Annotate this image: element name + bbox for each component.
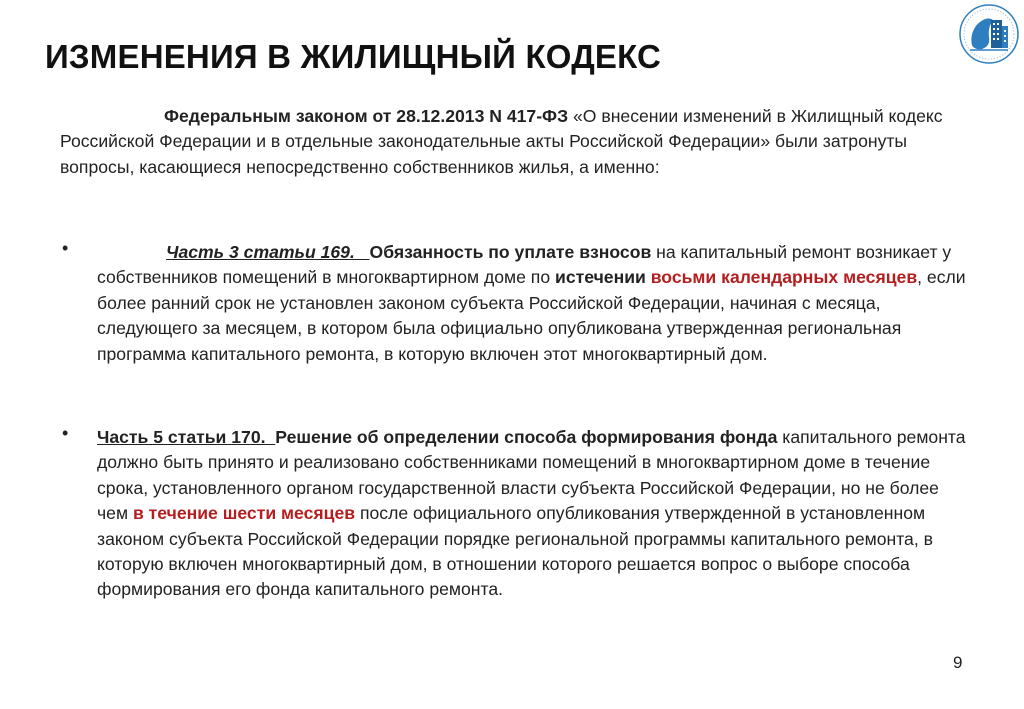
item-highlight: восьми календарных месяцев	[650, 267, 918, 288]
slide-title: ИЗМЕНЕНИЯ В ЖИЛИЩНЫЙ КОДЕКС	[45, 38, 662, 75]
item-lead: Решение об определении способа формирования фонда	[275, 427, 778, 447]
item-lead: Обязанность по уплате взносов	[369, 242, 652, 262]
building-emblem-icon	[958, 3, 1020, 65]
item-highlight: в течение шести месяцев	[132, 503, 356, 524]
item-text: капитального ремонта должно быть принято и реализовано собственниками помещений в многоквартирном доме в течение срока, установленного органом государственной власти субъекта Российской Федерации, но не более чем	[97, 427, 966, 524]
reference-gap	[266, 427, 276, 447]
reference-gap	[355, 242, 370, 262]
intro-law-reference: Федеральным законом от 28.12.2013 N 417-ФЗ	[164, 106, 569, 126]
article-reference: Часть 5 статьи 170.	[97, 427, 266, 447]
article-reference: Часть 3 статьи 169.	[166, 242, 355, 262]
item-emphasis: истечении	[555, 267, 646, 288]
bullet-marker: •	[62, 238, 69, 258]
list-item-article-169	[97, 240, 967, 367]
list-item-article-170	[97, 425, 967, 603]
item-text-continued: , если более ранний срок не установлен законом субъекта Российской Федерации, начиная с месяца, следующего за месяцем, в котором была официально опубликована утвержденная региональная программа капитального ремонта, в которую включен этот многоквартирный дом.	[97, 267, 966, 364]
page-number: 9	[953, 653, 963, 672]
item-text: на капитальный ремонт возникает у собственников помещений в многоквартирном доме по	[97, 242, 952, 288]
bullet-marker: •	[62, 423, 69, 443]
item-text-continued: после официального опубликования утвержденной в установленном законом субъекта Российской Федерации порядке региональной программы капитального ремонта, в которую включен многоквартирный дом, в отношении которого решается вопрос о выборе способа формирования его фонда капитального ремонта.	[97, 503, 933, 600]
intro-paragraph	[60, 104, 965, 180]
intro-text: «О внесении изменений в Жилищный кодекс Российской Федерации и в отдельные законодательные акты Российской Федерации» были затронуты вопросы, касающиеся непосредственно собственников жилья, а именно:	[60, 106, 943, 177]
